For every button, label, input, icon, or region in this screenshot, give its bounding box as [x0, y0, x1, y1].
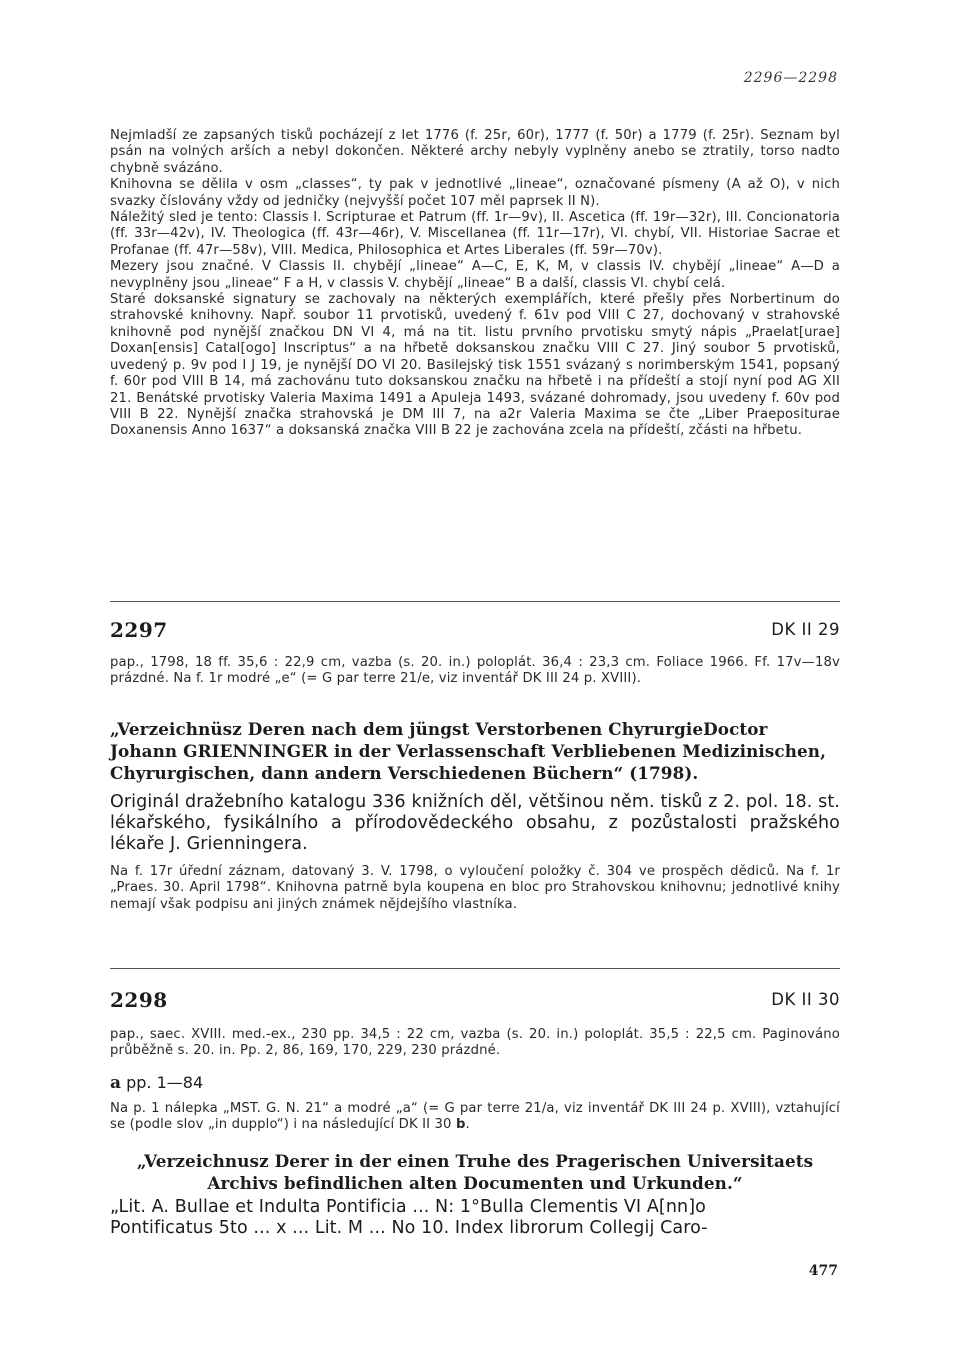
entry-signature: DK II 29 — [771, 620, 840, 639]
intro-paragraph: Knihovna se dělila v osm „classes“, ty pak v jednotlivé „lineae“, označované písmeny (A až O), v nich svazky číslovány vždy od jedničky (nejvyšší počet 107 měl paprsek II N). — [110, 177, 840, 209]
section-divider — [110, 601, 840, 602]
entry-summary — [110, 792, 840, 855]
intro-paragraph: Nejmladší ze zapsaných tisků pocházejí z let 1776 (f. 25r, 60r), 1777 (f. 50r) a 1779 (f. 25r). Seznam byl psán na volných arších a nebyl dokončen. Některé archy nebyly vyplněny anebo se ztratily, torso nadto chybně svázáno. — [110, 128, 840, 176]
intro-paragraph: Staré doksanské signatury se zachovaly na některých exemplářích, které přešly přes Norbertinum do strahovské knihovny. Např. soubor 11 prvotisků, uvedený f. 61v pod VIII C 27, dochovaný v strahovské knihovně pod nynější značkou DN VI 4, má na tit. listu prvního prvotisku smytý nápis „Praelat[urae] Doxan[ensis] Catal[ogo] Inscriptus“ a na hřbetě doksanskou značku VIII C 27. Jiný soubor 5 prvotisků, uvedený p. 9v pod I J 19, je nynější DO VI 20. Basilejský tisk 1551 svázaný s norimberským 1541, popsaný f. 60r pod VIII B 14, má zachovánu tuto doksanskou značku na hřbetě i na přídeští a stojí nyní pod AG XII 21. Benátské prvotisky Valeria Maxima 1491 a Apuleja 1493, svázané dohromady, jsou uvedeny f. 60v pod VIII B 22. Nynější značka strahovská je DM III 7, na a2r Valeria Maxima se čte „Liber Praepositurae Doxanensis Anno 1637“ a doksanská značka VIII B 22 je zachována zcela na přídeští, zčásti na hřbetu. — [110, 292, 840, 439]
part-note — [110, 1101, 840, 1134]
description-text: pap., 1798, 18 ff. 35,6 : 22,9 cm, vazba (s. 20. in.) poloplát. 36,4 : 23,3 cm. Foliace 1966. Ff. 17v—18v prázdné. Na f. 1r modré „e“ (= G par terre 21/e, viz inventář DK III 24 p. XVIII). — [110, 655, 840, 687]
intro-section — [110, 128, 840, 440]
running-head: 2296—2298 — [743, 70, 838, 86]
entry-title — [110, 1150, 840, 1194]
entry-text — [110, 1197, 840, 1239]
entry-title — [110, 718, 840, 784]
description-text: pap., saec. XVIII. med.-ex., 230 pp. 34,5 : 22 cm, vazba (s. 20. in.) poloplát. 35,5 : 22,5 cm. Paginováno průběžně s. 20. in. Pp. 2, 86, 169, 170, 229, 230 prázdné. — [110, 1027, 840, 1059]
intro-paragraph: Mezery jsou značné. V Classis II. chybějí „lineae“ A—C, E, K, M, v classis IV. chybějí „lineae“ A—D a nevyplněny jsou „lineae“ F a H, v classis V. chybějí „lineae“ B a další, classis VI. chybí celá. — [110, 259, 840, 291]
text-line: „Lit. A. Bullae et Indulta Pontificia ... N: 1°Bulla Clementis VI A[nn]o — [110, 1197, 706, 1217]
entry-number: 2297 — [110, 618, 168, 642]
title-text: „Verzeichnüsz Deren nach dem jüngst Verstorbenen ChyrurgieDoctor Johann GRIENNINGER in der Verlassenschaft Verbliebenen Medizinischen, Chyrurgischen, dann andern Verschiedenen Büchern“ (1798). — [110, 719, 827, 783]
note-text: Na f. 17r úřední záznam, datovaný 3. V. 1798, o vyloučení položky č. 304 ve prospěch dědiců. Na f. 1r „Praes. 30. April 1798“. Knihovna patrně byla koupena en bloc pro Strahovskou knihovnu; jednotlivé knihy nemají však podpisu ani jiných známek nějdejšího vlastníka. — [110, 864, 840, 912]
title-line: „Verzeichnusz Derer in der einen Truhe des Pragerischen Universitaets — [136, 1151, 814, 1171]
text-line: Pontificatus 5to ... x ... Lit. M ... No 10. Index librorum Collegij Caro- — [110, 1218, 708, 1238]
part-note-main: Na p. 1 nálepka „MST. G. N. 21“ a modré „a“ (= G par terre 21/a, viz inventář DK III 24 p. XVIII), vztahující se (podle slov „in dupplo“) i na následující DK II 30 — [110, 1101, 840, 1133]
entry-description — [110, 655, 840, 688]
title-line: Archivs befindlichen alten Documenten und Urkunden.“ — [207, 1173, 743, 1193]
part-range: pp. 1—84 — [126, 1073, 204, 1092]
section-divider — [110, 968, 840, 969]
part-letter: a — [110, 1073, 122, 1093]
part-note-end: . — [465, 1117, 470, 1133]
entry-description — [110, 1027, 840, 1060]
summary-text: Originál dražebního katalogu 336 knižních děl, většinou něm. tisků z 2. pol. 18. st. lékařského, fysikálního a přírodovědeckého obsahu, z pozůstalosti pražského lékaře J. Grienningera. — [110, 792, 840, 854]
part-note-text — [110, 1101, 840, 1134]
part-note-bold: b — [455, 1117, 466, 1133]
entry-note — [110, 864, 840, 913]
entry-signature: DK II 30 — [771, 990, 840, 1009]
page-number: 477 — [808, 1263, 838, 1279]
entry-number: 2298 — [110, 988, 168, 1012]
intro-paragraph: Náležitý sled je tento: Classis I. Scripturae et Patrum (ff. 1r—9v), II. Ascetica (ff. 19r—32r), III. Concionatoria (ff. 33r—42v), IV. Theologica (ff. 43r—46r), V. Miscellanea (ff. 11r—17r), VI. chybí, VII. Historiae Sacrae et Profanae (ff. 47r—58v), VIII. Medica, Philosophica et Artes Liberales (ff. 59r—70v). — [110, 210, 840, 258]
part-heading — [110, 1073, 840, 1093]
